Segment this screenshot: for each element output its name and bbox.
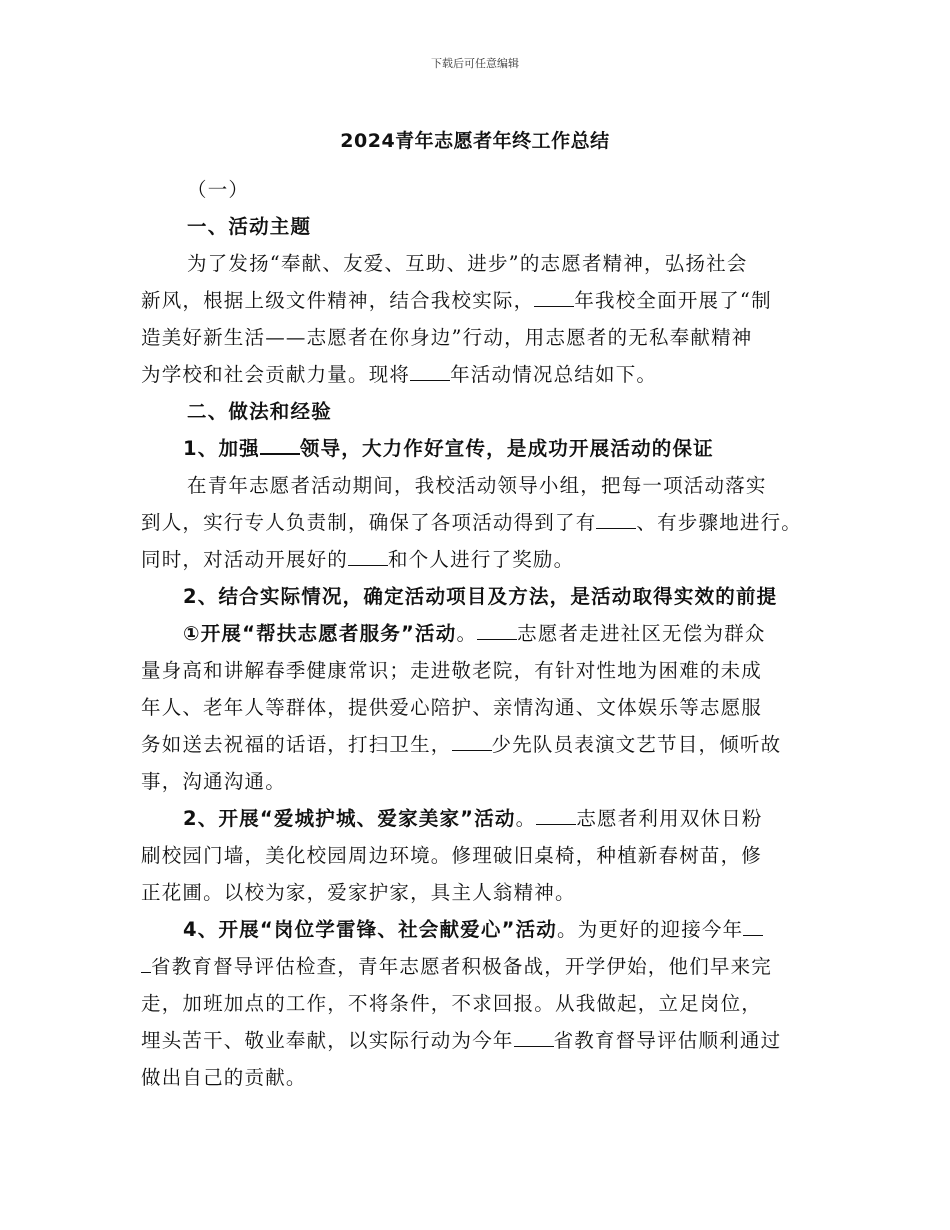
paragraph-line bbox=[141, 615, 811, 652]
paragraph-line bbox=[141, 356, 811, 393]
text-run: 。为更好的迎接今年 bbox=[557, 918, 744, 941]
text-run: 领导，大力作好宣传，是成功开展活动的保证 bbox=[299, 437, 714, 460]
paragraph-line: 在青年志愿者活动期间，我校活动领导小组，把每一项活动落实 bbox=[187, 474, 767, 497]
text-run: 和个人进行了奖励。 bbox=[388, 548, 575, 571]
fill-blank bbox=[514, 1028, 554, 1047]
text-run: 新风，根据上级文件精神，结合我校实际， bbox=[141, 289, 535, 312]
text-run: 年我校全面开展了“制 bbox=[574, 289, 772, 312]
text-run: 同时，对活动开展好的 bbox=[141, 548, 349, 571]
fill-blank bbox=[260, 435, 300, 455]
paragraph-city-care bbox=[141, 800, 811, 911]
text-run: 少先队员表演文艺节目，倾听故 bbox=[491, 733, 782, 756]
text-run-bold: ①开展“帮扶志愿者服务”活动 bbox=[183, 622, 457, 645]
paragraph-theme bbox=[141, 245, 811, 393]
text-run: 。 bbox=[456, 622, 478, 645]
fill-blank bbox=[536, 806, 576, 825]
paragraph-line bbox=[141, 504, 811, 541]
subheading-leadership bbox=[141, 430, 811, 467]
heading-activity-theme: 一、活动主题 bbox=[187, 215, 312, 238]
paragraph-line: 正花圃。以校为家，爱家护家，具主人翁精神。 bbox=[141, 881, 576, 904]
text-run: 省教育督导评估顺利通过 bbox=[553, 1029, 782, 1052]
paragraph-volunteer-service bbox=[141, 615, 811, 800]
paragraph-line bbox=[141, 911, 811, 948]
fill-blank bbox=[477, 621, 517, 640]
paragraph-line: 年人、老年人等群体，提供爱心陪护、亲情沟通、文体娱乐等志愿服 bbox=[141, 696, 763, 719]
fill-blank bbox=[141, 954, 151, 973]
text-run-bold: 2、开展“爱城护城、爱家美家”活动 bbox=[183, 807, 516, 830]
text-run: 、有步骤地进行。 bbox=[636, 511, 803, 534]
paragraph-lei-feng bbox=[141, 911, 811, 1096]
fill-blank bbox=[596, 510, 636, 529]
text-run: 为学校和社会贡献力量。现将 bbox=[141, 363, 411, 386]
text-run-bold: 4、开展“岗位学雷锋、社会献爱心”活动 bbox=[183, 918, 558, 941]
paragraph-line bbox=[141, 541, 811, 578]
text-run: 志愿者走进社区无偿为群众 bbox=[517, 622, 766, 645]
text-run: 年活动情况总结如下。 bbox=[450, 363, 658, 386]
text-run: 务如送去祝福的话语，打扫卫生， bbox=[141, 733, 452, 756]
fill-blank bbox=[534, 288, 574, 307]
paragraph-leadership bbox=[141, 467, 811, 578]
paragraph-line: 事，沟通沟通。 bbox=[141, 770, 286, 793]
paragraph-line: 做出自己的贡献。 bbox=[141, 1066, 307, 1089]
paragraph-line: 量身高和讲解春季健康常识；走进敬老院，有针对性地为困难的未成 bbox=[141, 659, 763, 682]
header-note: 下载后可任意编辑 bbox=[431, 57, 519, 70]
paragraph-line: 造美好新生活——志愿者在你身边”行动，用志愿者的无私奉献精神 bbox=[141, 326, 753, 349]
paragraph-line bbox=[141, 726, 811, 763]
subheading-projects: 2、结合实际情况，确定活动项目及方法，是活动取得实效的前提 bbox=[183, 585, 778, 608]
paragraph-line: 走，加班加点的工作，不将条件，不求回报。从我做起，立足岗位， bbox=[141, 992, 763, 1015]
heading-methods: 二、做法和经验 bbox=[187, 400, 332, 423]
fill-blank bbox=[410, 362, 450, 381]
section-marker: （一） bbox=[187, 178, 250, 201]
fill-blank bbox=[743, 917, 763, 936]
paragraph-line: 为了发扬“奉献、友爱、互助、进步”的志愿者精神，弘扬社会 bbox=[187, 252, 748, 275]
paragraph-line bbox=[141, 948, 811, 985]
text-run: 。 bbox=[515, 807, 537, 830]
fill-blank bbox=[452, 732, 492, 751]
text-run: 1、加强 bbox=[183, 437, 260, 460]
text-run: 埋头苦干、敬业奉献，以实际行动为今年 bbox=[141, 1029, 514, 1052]
paragraph-line: 刷校园门墙，美化校园周边环境。修理破旧桌椅，种植新春树苗，修 bbox=[141, 844, 763, 867]
paragraph-line bbox=[141, 1022, 811, 1059]
text-run: 到人，实行专人负责制，确保了各项活动得到了有 bbox=[141, 511, 597, 534]
document-body bbox=[141, 171, 811, 1096]
paragraph-line bbox=[141, 282, 811, 319]
fill-blank bbox=[348, 547, 388, 566]
text-run: 志愿者利用双休日粉 bbox=[576, 807, 763, 830]
paragraph-line bbox=[141, 800, 811, 837]
text-run: 省教育督导评估检查，青年志愿者积极备战，开学伊始，他们早来完 bbox=[151, 955, 773, 978]
document-title: 2024青年志愿者年终工作总结 bbox=[340, 130, 610, 152]
